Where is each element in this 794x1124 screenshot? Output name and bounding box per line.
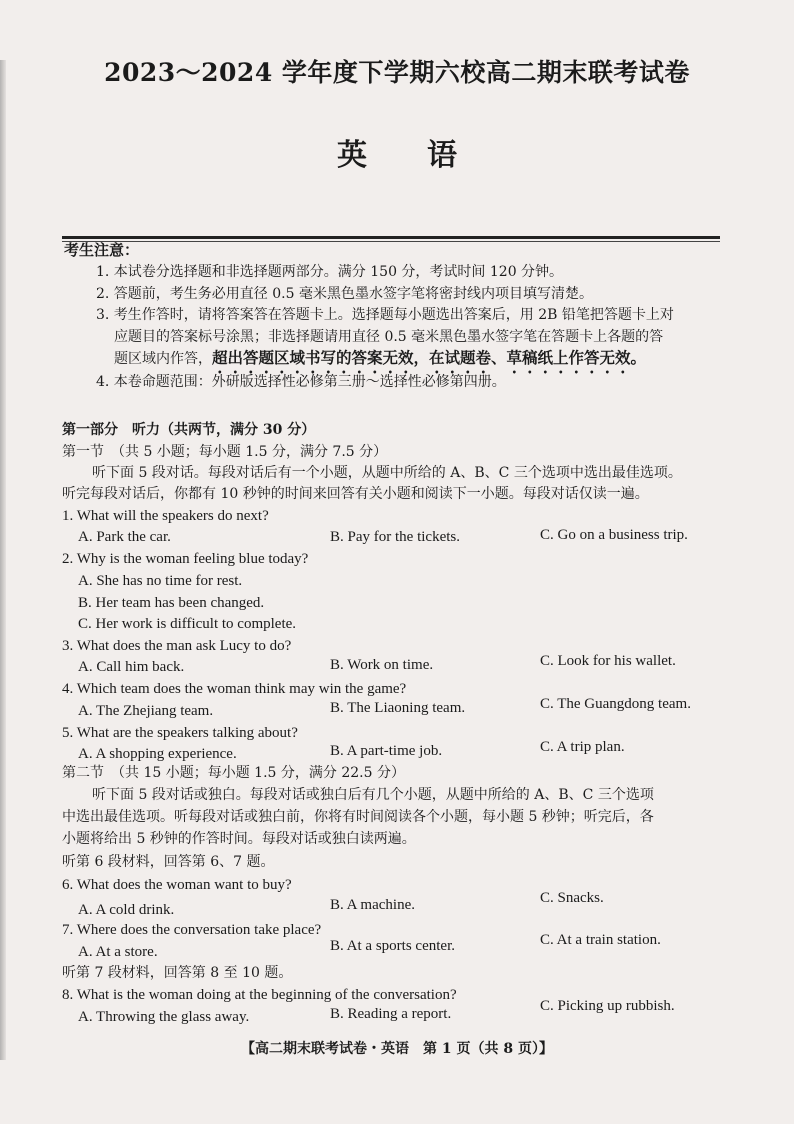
divider-thin	[62, 241, 720, 242]
option-b: B. At a sports center.	[330, 938, 455, 954]
question-stem: 1. What will the speakers do next?	[62, 508, 269, 524]
option-a: A. At a store.	[78, 944, 158, 960]
option-c: C. A trip plan.	[540, 739, 625, 755]
option-a: A. A shopping experience.	[78, 746, 237, 762]
option-a: A. Call him back.	[78, 659, 185, 675]
option-c: C. Go on a business trip.	[540, 527, 688, 543]
notice-item: 4. 本卷命题范围：外研版选择性必修第三册～选择性必修第四册。	[96, 374, 506, 390]
instructions: 小题将给出 5 秒钟的作答时间。每段对话或独白读两遍。	[62, 831, 416, 847]
subject-title: 英 语	[337, 138, 457, 173]
section-heading: 第一节 （共 5 小题；每小题 1.5 分，满分 7.5 分）	[62, 444, 388, 460]
option-a: A. Throwing the glass away.	[78, 1009, 250, 1025]
notice-item: 2. 答题前，考生务必用直径 0.5 毫米黑色墨水签字笔将密封线内项目填写清楚。	[96, 286, 593, 302]
question-stem: 5. What are the speakers talking about?	[62, 725, 298, 741]
option-c: C. At a train station.	[540, 932, 661, 948]
question-stem: 3. What does the man ask Lucy to do?	[62, 638, 292, 654]
scan-edge-shadow	[0, 60, 6, 1060]
option-a: A. Park the car.	[78, 529, 171, 545]
notice-heading: 考生注意：	[64, 241, 140, 259]
option-c: C. The Guangdong team.	[540, 696, 691, 712]
notice-item: 应题目的答案标号涂黑；非选择题请用直径 0.5 毫米黑色墨水签字笔在答题卡上各题的答	[114, 329, 664, 345]
instructions: 听完每段对话后，你都有 10 秒钟的时间来回答有关小题和阅读下一小题。每段对话仅读一遍。	[62, 486, 649, 502]
option-c: C. Look for his wallet.	[540, 653, 676, 669]
option-a: A. The Zhejiang team.	[78, 703, 214, 719]
instructions: 中选出最佳选项。听每段对话或独白前，你将有时间阅读各个小题，每小题 5 秒钟；听完后，各	[62, 809, 654, 825]
notice-item: 3. 考生作答时，请将答案答在答题卡上。选择题每小题选出答案后，用 2B 铅笔把答题卡上对	[96, 307, 674, 323]
option-b: B. A part-time job.	[330, 743, 443, 759]
option-c: C. Snacks.	[540, 890, 604, 906]
question-stem: 8. What is the woman doing at the beginning of the conversation?	[62, 987, 457, 1003]
question-stem: 2. Why is the woman feeling blue today?	[62, 551, 309, 567]
notice-item: 1. 本试卷分选择题和非选择题两部分。满分 150 分，考试时间 120 分钟。	[96, 264, 564, 280]
option-b: B. Reading a report.	[330, 1006, 452, 1022]
question-stem: 7. Where does the conversation take place?	[62, 922, 322, 938]
option-c: C. Her work is difficult to complete.	[78, 616, 297, 632]
instructions: 听下面 5 段对话或独白。每段对话或独白后有几个小题，从题中所给的 A、B、C 三个选项	[92, 787, 654, 803]
notice-item: 题区域内作答，	[114, 351, 212, 367]
part-heading: 第一部分 听力（共两节，满分 30 分）	[62, 422, 316, 438]
option-b: B. Pay for the tickets.	[330, 529, 460, 545]
option-c: C. Picking up rubbish.	[540, 998, 675, 1014]
question-stem: 6. What does the woman want to buy?	[62, 877, 292, 893]
exam-title: 2023～2024 学年度下学期六校高二期末联考试卷	[104, 58, 690, 87]
instructions: 听下面 5 段对话。每段对话后有一个小题，从题中所给的 A、B、C 三个选项中选出最佳选项。	[92, 465, 682, 481]
notice-emphasis: 超出答题区域书写的答案无效，在试题卷、草稿纸上作答无效。	[212, 348, 647, 367]
option-b: B. A machine.	[330, 897, 415, 913]
material-note: 听第 7 段材料，回答第 8 至 10 题。	[62, 965, 293, 981]
option-a: A. A cold drink.	[78, 902, 175, 918]
section-heading: 第二节 （共 15 小题；每小题 1.5 分，满分 22.5 分）	[62, 765, 405, 781]
material-note: 听第 6 段材料，回答第 6、7 题。	[62, 854, 275, 870]
option-a: A. She has no time for rest.	[78, 573, 243, 589]
page-footer: 【高二期末联考试卷・英语 第 1 页（共 8 页）】	[241, 1041, 553, 1057]
option-b: B. The Liaoning team.	[330, 700, 466, 716]
divider-thick	[62, 236, 720, 239]
option-b: B. Work on time.	[330, 657, 434, 673]
option-b: B. Her team has been changed.	[78, 595, 265, 611]
question-stem: 4. Which team does the woman think may win the game?	[62, 681, 407, 697]
